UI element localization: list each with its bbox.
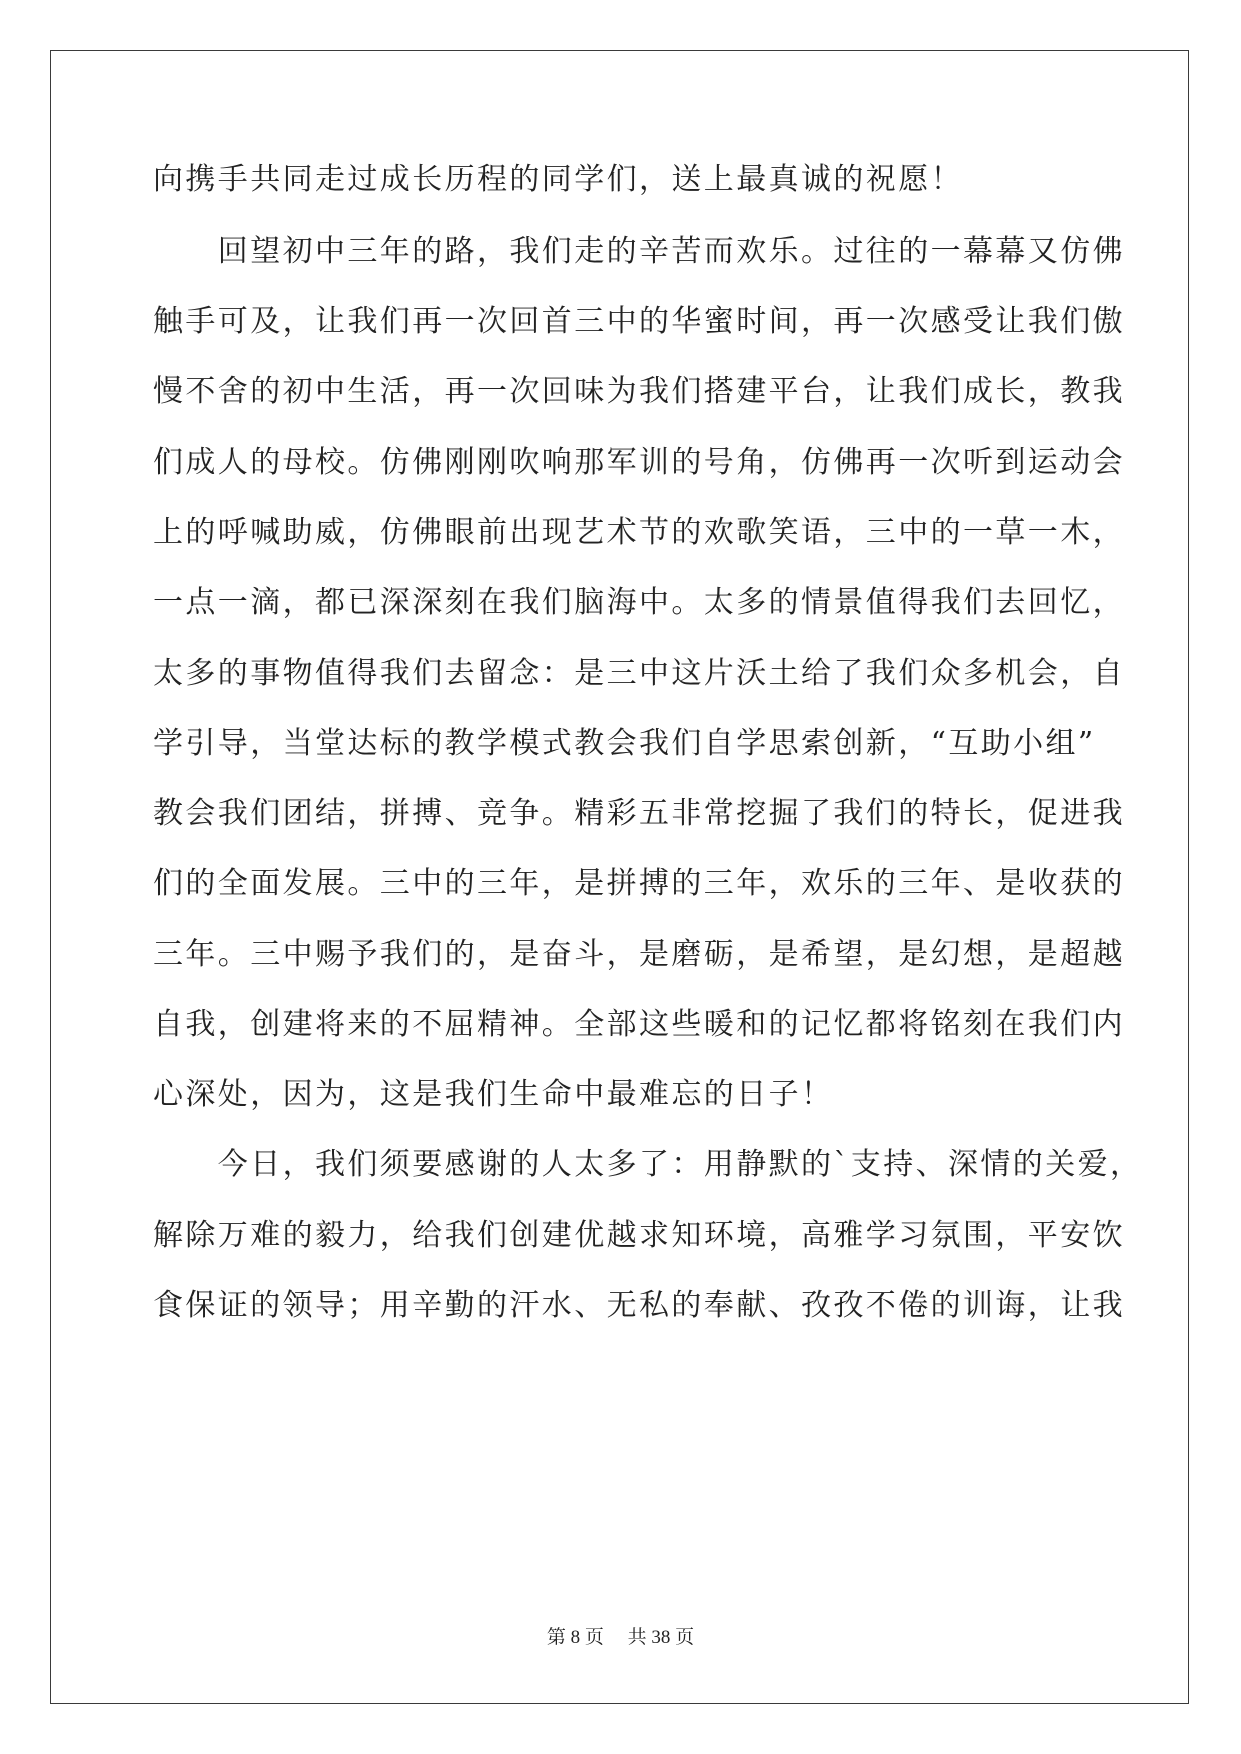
text-line: 今日，我们须要感谢的人太多了：用静默的`支持、深情的关爱， — [153, 1147, 1143, 1182]
text-line: 心深处，因为，这是我们生命中最难忘的日子！ — [153, 1077, 834, 1112]
text-line: 们成人的母校。仿佛刚刚吹响那军训的号角，仿佛再一次听到运动会 — [153, 445, 1125, 480]
text-line: 食保证的领导；用辛勤的汗水、无私的奉献、孜孜不倦的训诲，让我 — [153, 1288, 1125, 1323]
text-line: 三年。三中赐予我们的，是奋斗，是磨砺，是希望，是幻想，是超越 — [153, 937, 1125, 972]
text-line: 上的呼喊助威，仿佛眼前出现艺术节的欢歌笑语，三中的一草一木， — [153, 515, 1125, 550]
text-line: 教会我们团结，拼搏、竞争。精彩五非常挖掘了我们的特长，促进我 — [153, 796, 1125, 831]
text-line: 触手可及，让我们再一次回首三中的华蜜时间，再一次感受让我们傲 — [153, 304, 1125, 339]
text-line: 慢不舍的初中生活，再一次回味为我们搭建平台，让我们成长，教我 — [153, 374, 1125, 409]
text-line: 自我，创建将来的不屈精神。全部这些暖和的记忆都将铭刻在我们内 — [153, 1007, 1125, 1042]
text-line: 一点一滴，都已深深刻在我们脑海中。太多的情景值得我们去回忆， — [153, 585, 1125, 620]
text-line: 解除万难的毅力，给我们创建优越求知环境，高雅学习氛围，平安饮 — [153, 1218, 1125, 1253]
text-line: 们的全面发展。三中的三年，是拼搏的三年，欢乐的三年、是收获的 — [153, 866, 1125, 901]
text-line: 学引导，当堂达标的教学模式教会我们自学思索创新，“互助小组” — [153, 726, 1096, 761]
text-line: 向携手共同走过成长历程的同学们，送上最真诚的祝愿！ — [153, 162, 963, 197]
text-line: 回望初中三年的路，我们走的辛苦而欢乐。过往的一幕幕又仿佛 — [153, 234, 1125, 269]
text-line: 太多的事物值得我们去留念：是三中这片沃土给了我们众多机会，自 — [153, 656, 1125, 691]
page-number-footer: 第 8 页 共 38 页 — [546, 1627, 695, 1648]
